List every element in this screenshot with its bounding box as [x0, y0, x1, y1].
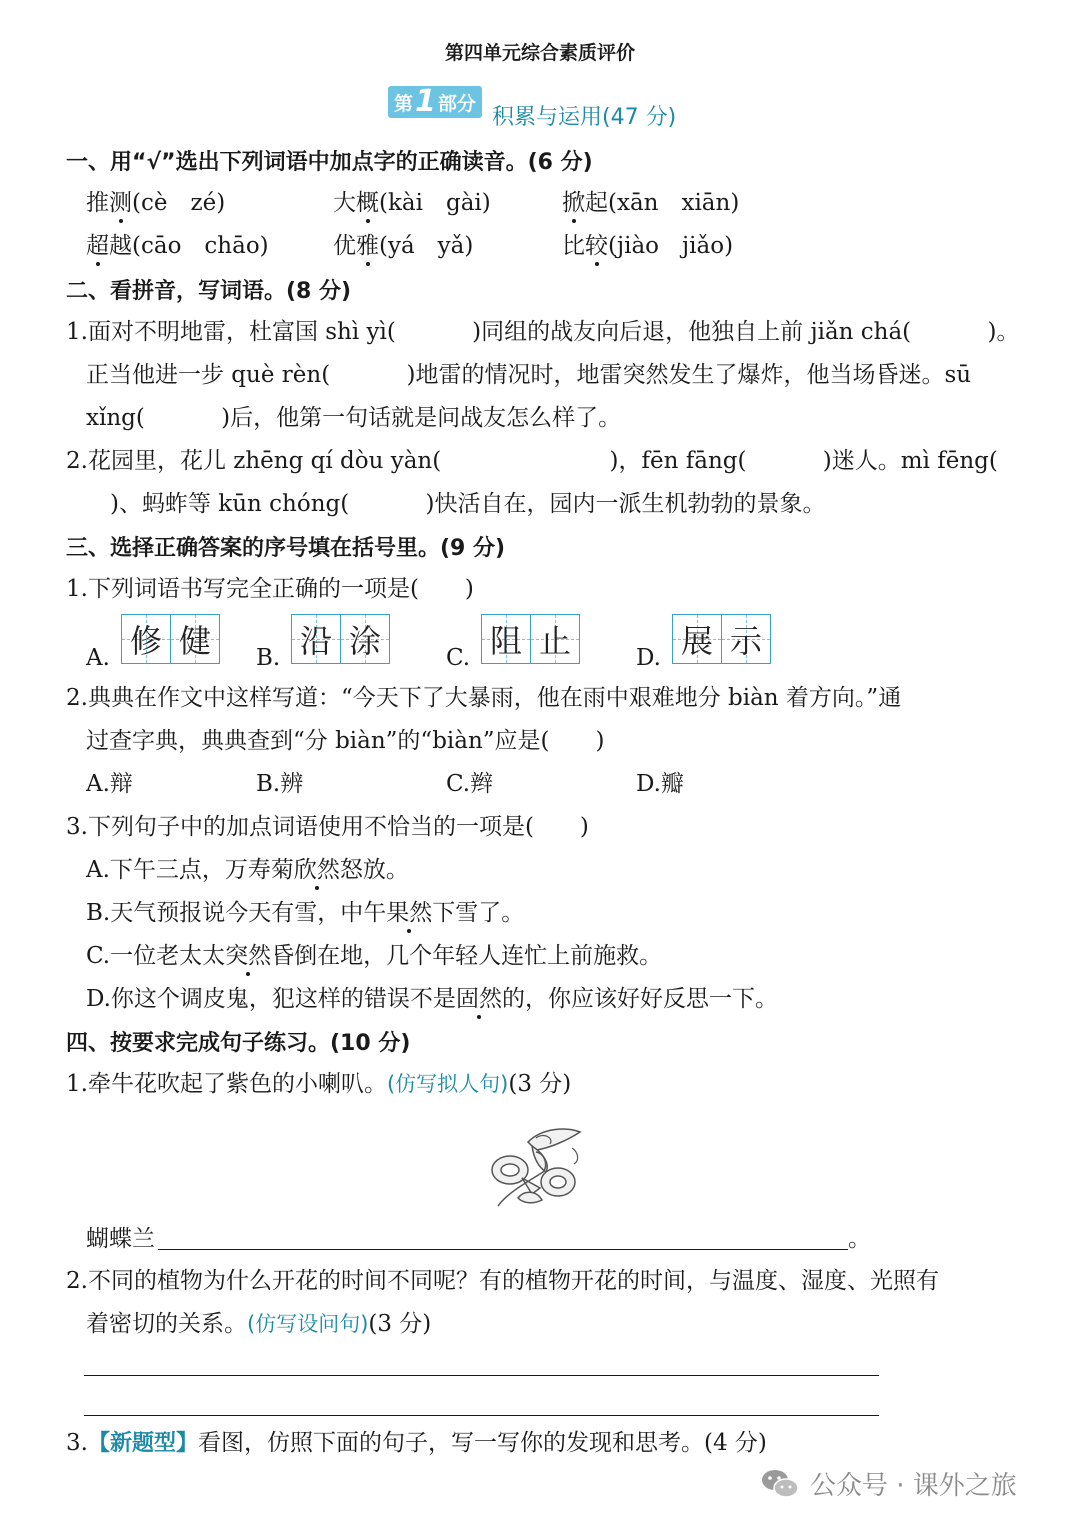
s3-q2-option-c: C.辫	[446, 771, 494, 797]
section-1-heading: 一、用“√”选出下列词语中加点字的正确读音。(6 分)	[66, 150, 593, 175]
part-suffix: 部分	[437, 92, 476, 115]
s3-q2-line2: 过查字典，典典查到“分 biàn”的“biàn”应是( )	[86, 728, 605, 754]
s4-q2-answer-line-1[interactable]	[84, 1375, 879, 1376]
page-title: 第四单元综合素质评价	[444, 42, 635, 64]
s3-q3-option-c: C.一位老太太突然昏倒在地，几个年轻人连忙上前施救。	[86, 943, 663, 969]
s4-q1: 1.牵牛花吹起了紫色的小喇叭。(仿写拟人句)(3 分)	[66, 1071, 572, 1097]
watermark	[760, 1465, 1017, 1502]
s1-item-5: 优雅(yá yǎ)	[333, 233, 474, 259]
s3-q1-option-c-grid: 阻 止	[481, 614, 580, 664]
s2-q2-line2: )、蚂蚱等 kūn chóng( )快活自在，园内一派生机勃勃的景象。	[110, 491, 826, 517]
s4-q1-answer-line[interactable]	[158, 1249, 848, 1250]
s3-q2-option-a: A.辩	[86, 771, 133, 797]
s3-q3: 3.下列句子中的加点词语使用不恰当的一项是( )	[66, 814, 589, 840]
s3-q2-option-b: B.辨	[256, 771, 304, 797]
s4-q2-line1: 2.不同的植物为什么开花的时间不同呢？有的植物开花的时间，与温度、湿度、光照有	[66, 1268, 939, 1294]
s3-q1-option-b-label: B.	[256, 645, 281, 671]
s1-item-2: 大概(kài gài)	[333, 190, 491, 216]
part-title: 积累与运用(47 分)	[492, 105, 677, 130]
wechat-icon	[760, 1467, 800, 1501]
morning-glory-illustration	[488, 1112, 588, 1212]
s3-q1-option-b-grid: 沿 涂	[291, 614, 390, 664]
s4-q1-end: 。	[848, 1226, 871, 1252]
s3-q1-option-c-label: C.	[446, 645, 471, 671]
s1-item-1: 推测(cè zé)	[86, 190, 226, 216]
s3-q3-option-b: B.天气预报说今天有雪，中午果然下雪了。	[86, 900, 525, 926]
s3-q3-option-a: A.下午三点，万寿菊欣然怒放。	[86, 857, 409, 883]
s3-q1-option-d-label: D.	[636, 645, 661, 671]
s2-q1-line1: 1.面对不明地雷，杜富国 shì yì( )同组的战友向后退，他独自上前 jiǎn chá( )。	[66, 319, 1020, 345]
section-2-heading: 二、看拼音，写词语。(8 分)	[66, 279, 352, 304]
s3-q1: 1.下列词语书写完全正确的一项是( )	[66, 576, 474, 602]
s1-item-6: 比较(jiào jiǎo)	[562, 233, 734, 259]
s1-item-4: 超越(cāo chāo)	[86, 233, 269, 259]
s3-q1-option-a-grid: 修 健	[121, 614, 220, 664]
section-3-heading: 三、选择正确答案的序号填在括号里。(9 分)	[66, 536, 506, 561]
s4-q2-answer-line-2[interactable]	[84, 1415, 879, 1416]
watermark-text: 公众号 · 课外之旅	[810, 1471, 1017, 1501]
s1-item-3: 掀起(xān xiān)	[562, 190, 740, 216]
s3-q3-option-d: D.你这个调皮鬼，犯这样的错误不是固然的，你应该好好反思一下。	[86, 986, 778, 1012]
part-number: 1	[415, 84, 436, 119]
s2-q1-line3: xǐng( )后，他第一句话就是问战友怎么样了。	[86, 405, 622, 431]
part-prefix: 第	[394, 92, 414, 115]
s3-q1-option-d-grid: 展 示	[672, 614, 771, 664]
s4-q2-line2: 着密切的关系。(仿写设问句)(3 分)	[86, 1311, 432, 1337]
s2-q2-line1: 2.花园里，花儿 zhēng qí dòu yàn( )，fēn fāng( )迷人。mì fēng(	[66, 448, 998, 474]
s3-q1-option-a-label: A.	[86, 645, 110, 671]
part-badge	[388, 86, 482, 118]
s2-q1-line2: 正当他进一步 què rèn( )地雷的情况时，地雷突然发生了爆炸，他当场昏迷。sū	[86, 362, 972, 388]
s4-q3: 3.【新题型】看图，仿照下面的句子，写一写你的发现和思考。(4 分)	[66, 1430, 767, 1456]
section-4-heading: 四、按要求完成句子练习。(10 分)	[66, 1031, 411, 1056]
s3-q2-line1: 2.典典在作文中这样写道：“今天下了大暴雨，他在雨中艰难地分 biàn 着方向。”通	[66, 685, 902, 711]
s4-q1-prompt: 蝴蝶兰	[86, 1226, 155, 1252]
s3-q2-option-d: D.瓣	[636, 771, 684, 797]
